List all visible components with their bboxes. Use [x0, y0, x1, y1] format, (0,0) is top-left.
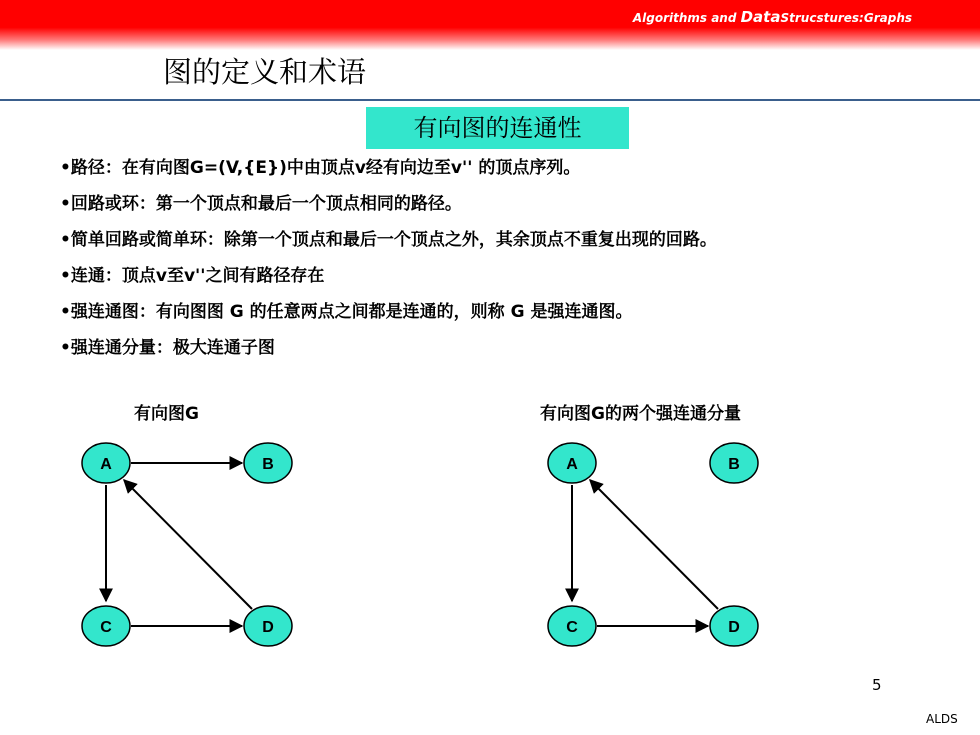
header-part2: Data [740, 8, 781, 26]
footer-tag: ALDS [926, 712, 958, 726]
node-c [548, 606, 596, 646]
bullet-connected: •连通：顶点v至v''之间有路径存在 [60, 266, 325, 286]
svg-text:D: D [728, 619, 740, 636]
svg-text:C: C [566, 619, 578, 636]
header-part3: Strucstures:Graphs [780, 11, 912, 25]
graph-g-caption: 有向图G [134, 404, 199, 424]
bullet-simple-cycle: •简单回路或简单环：除第一个顶点和最后一个顶点之外，其余顶点不重复出现的回路。 [60, 230, 717, 250]
course-header [633, 8, 912, 26]
svg-text:C: C [100, 619, 112, 636]
node-c [82, 606, 130, 646]
header-part1: Algorithms and [632, 11, 741, 25]
node-d [710, 606, 758, 646]
node-d [244, 606, 292, 646]
edge-d-a [124, 480, 252, 609]
graph-g [82, 443, 292, 646]
svg-text:B: B [728, 456, 740, 473]
bullet-path: •路径：在有向图G=(V,{E})中由顶点v经有向边至v'' 的顶点序列。 [60, 158, 581, 178]
edge-d-a [590, 480, 718, 609]
title-divider [0, 99, 980, 101]
svg-text:B: B [262, 456, 274, 473]
node-b [710, 443, 758, 483]
page-number: 5 [872, 676, 882, 694]
node-a [82, 443, 130, 483]
slide-title: 图的定义和术语 [163, 55, 367, 89]
node-a [548, 443, 596, 483]
svg-text:A: A [100, 456, 112, 473]
topic-heading: 有向图的连通性 [366, 107, 629, 149]
graph-scc [548, 443, 758, 646]
svg-text:A: A [566, 456, 578, 473]
bullet-scc: •强连通分量：极大连通子图 [60, 338, 275, 358]
bullet-cycle: •回路或环：第一个顶点和最后一个顶点相同的路径。 [60, 194, 462, 214]
bullet-strongly-connected: •强连通图：有向图图 G 的任意两点之间都是连通的，则称 G 是强连通图。 [60, 302, 633, 322]
graph-scc-caption: 有向图G的两个强连通分量 [540, 404, 741, 424]
svg-text:D: D [262, 619, 274, 636]
definition-list [60, 150, 960, 366]
graph-diagrams [0, 430, 980, 670]
node-b [244, 443, 292, 483]
